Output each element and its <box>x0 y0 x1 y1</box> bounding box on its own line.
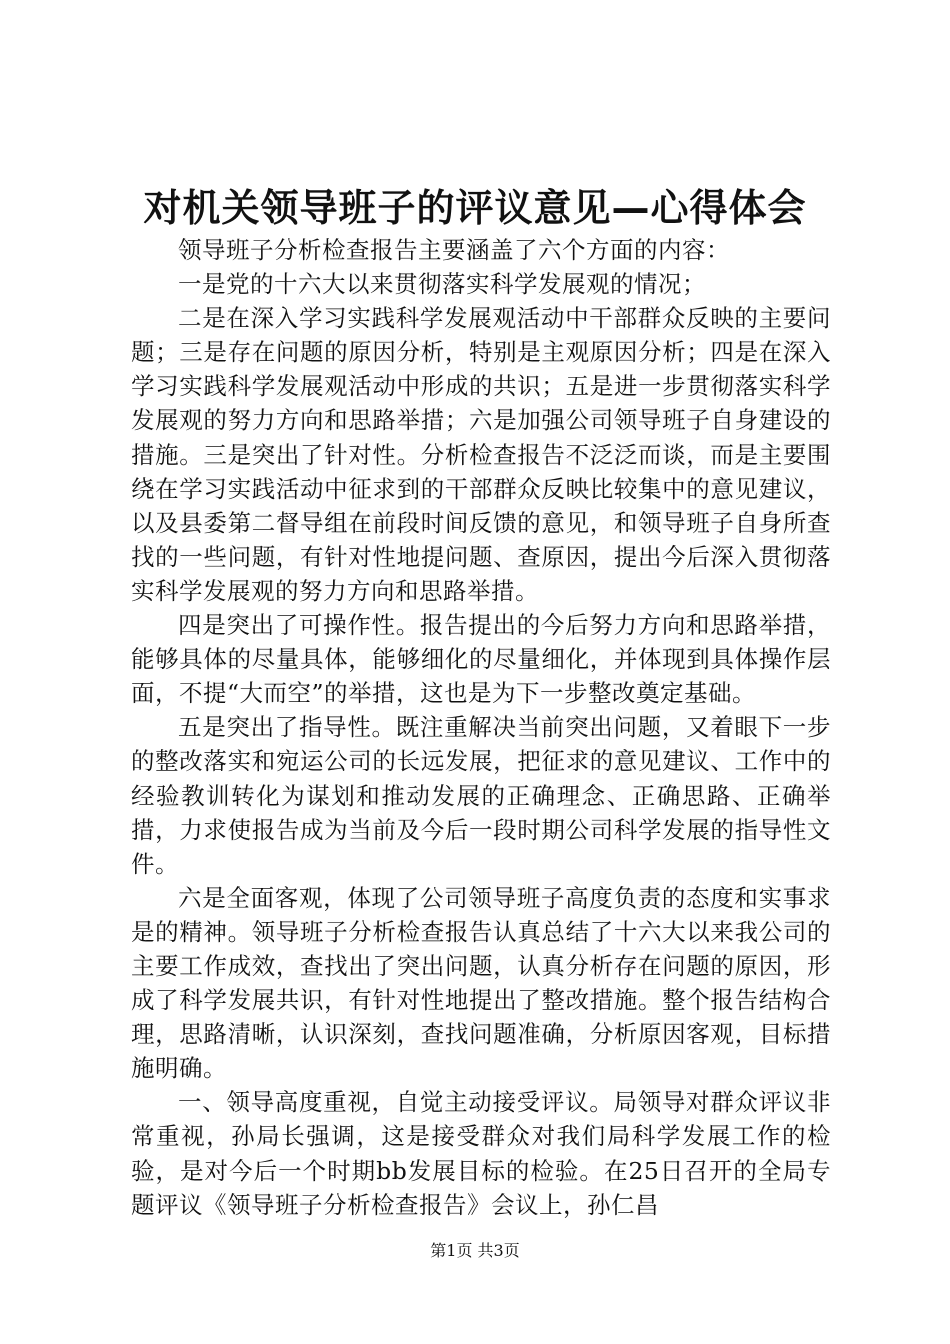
page-number-footer: 第1页 共3页 <box>430 1241 520 1260</box>
paragraph: 四是突出了可操作性。报告提出的今后努力方向和思路举措，能够具体的尽量具体，能够细化的尽量细化，并体现到具体操作层面，不提“大而空”的举措，这也是为下一步整改奠定基础。 <box>131 611 831 708</box>
paragraph: 五是突出了指导性。既注重解决当前突出问题，又着眼下一步的整改落实和宛运公司的长远发展，把征求的意见建议、工作中的经验教训转化为谋划和推动发展的正确理念、正确思路、正确举措，力求使报告成为当前及今后一段时期公司科学发展的指导性文件。 <box>131 713 831 878</box>
paragraph: 二是在深入学习实践科学发展观活动中干部群众反映的主要问题；三是存在问题的原因分析，特别是主观原因分析；四是在深入学习实践科学发展观活动中形成的共识；五是进一步贯彻落实科学发展观的努力方向和思路举措；六是加强公司领导班子自身建设的措施。三是突出了针对性。分析检查报告不泛泛而谈，而是主要围绕在学习实践活动中征求到的干部群众反映比较集中的意见建议，以及县委第二督导组在前段时间反馈的意见，和领导班子自身所查找的一些问题，有针对性地提问题、查原因，提出今后深入贯彻落实科学发展观的努力方向和思路举措。 <box>131 304 831 605</box>
paragraph: 六是全面客观，体现了公司领导班子高度负责的态度和实事求是的精神。领导班子分析检查报告认真总结了十六大以来我公司的主要工作成效，查找出了突出问题，认真分析存在问题的原因，形成了科学发展共识，有针对性地提出了整改措施。整个报告结构合理，思路清晰，认识深刻，查找问题准确，分析原因客观，目标措施明确。 <box>131 883 831 1083</box>
paragraph: 一是党的十六大以来贯彻落实科学发展观的情况； <box>178 270 706 299</box>
document-title: 对机关领导班子的评议意见—心得体会 <box>143 186 807 230</box>
document-body <box>131 233 831 1222</box>
paragraph: 领导班子分析检查报告主要涵盖了六个方面的内容： <box>178 236 730 264</box>
paragraph: 一、领导高度重视，自觉主动接受评议。局领导对群众评议非常重视，孙局长强调，这是接受群众对我们局科学发展工作的检验，是对今后一个时期bb发展目标的检验。在25日召开的全局专题评议《领导班子分析检查报告》会议上，孙仁昌 <box>131 1088 831 1219</box>
